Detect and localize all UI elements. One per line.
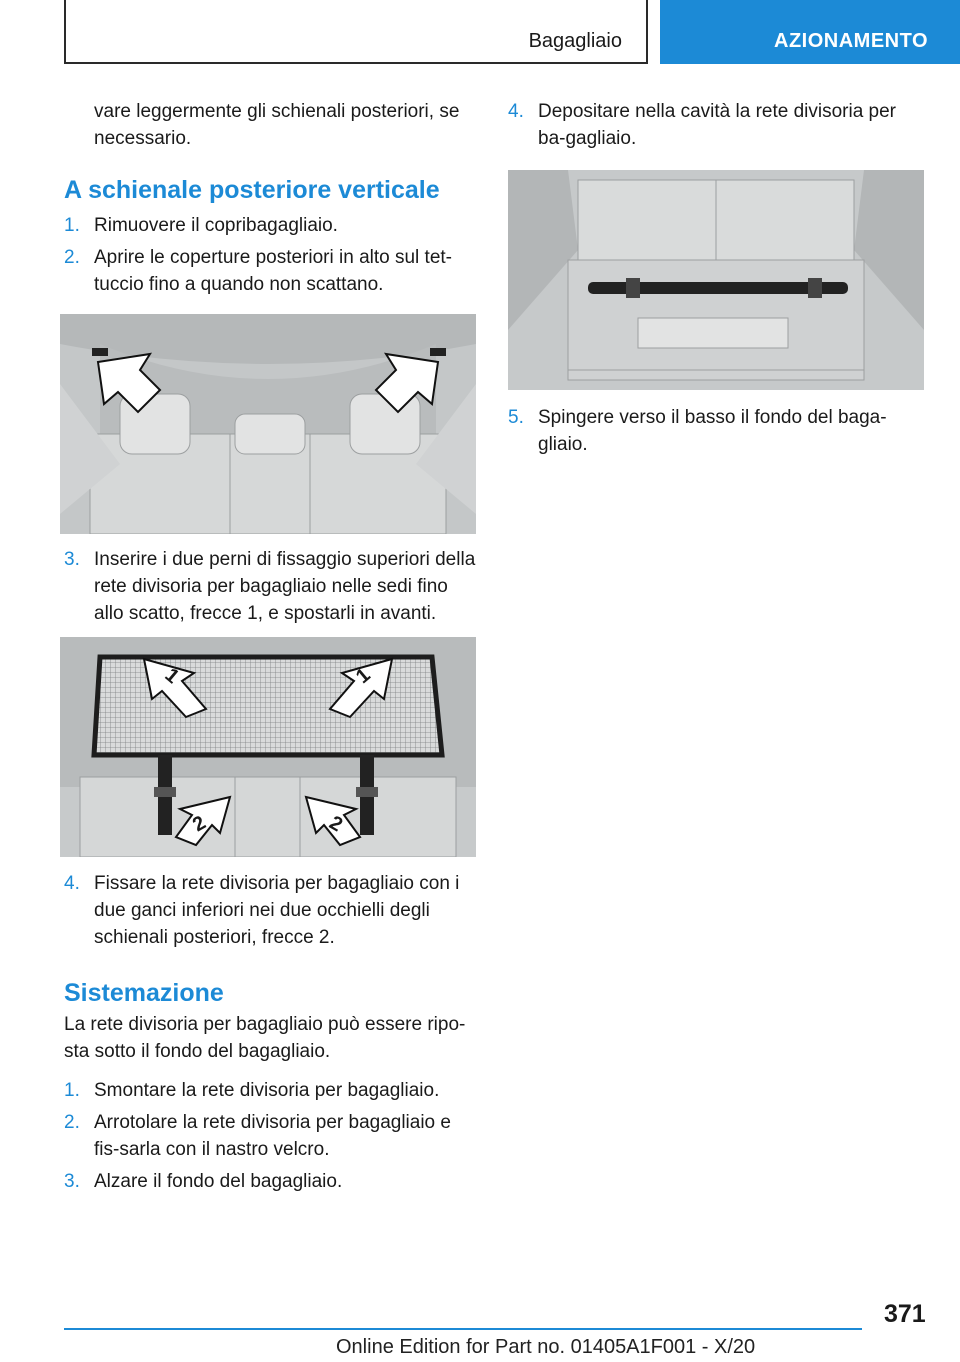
step-text: Depositare nella cavità la rete divisoria per ba-gagliaio. bbox=[538, 101, 897, 149]
figure-open-covers bbox=[60, 314, 476, 534]
figure-net-install-illustration bbox=[60, 637, 476, 857]
arrow-label-2: 2 bbox=[325, 811, 347, 837]
step-text: Inserire i due perni di fissaggio superiori della rete divisoria per bagagliaio nelle sedi fino allo scatto, frecce 1, e spostarli in avanti. bbox=[94, 549, 476, 624]
header-section-box bbox=[64, 0, 648, 64]
arrow-label-1: 1 bbox=[351, 664, 375, 689]
step-text: Smontare la rete divisoria per bagagliaio. bbox=[94, 1080, 440, 1101]
footer-rule bbox=[64, 1328, 862, 1330]
storage-paragraph: La rete divisoria per bagagliaio può essere ripo-sta sotto il fondo del bagagliaio. bbox=[64, 1014, 466, 1062]
figure-net-cavity-illustration bbox=[508, 170, 924, 390]
list-item bbox=[64, 244, 476, 298]
step-number: 2. bbox=[64, 1112, 80, 1133]
header-section-title: Bagagliaio bbox=[528, 30, 622, 52]
step-number: 3. bbox=[64, 549, 80, 570]
header-chapter-label: AZIONAMENTO bbox=[774, 30, 929, 52]
step-text: Spingere verso il basso il fondo del baga-gliaio. bbox=[538, 407, 887, 455]
step-text: Rimuovere il copribagagliaio. bbox=[94, 215, 338, 236]
step-number: 4. bbox=[508, 101, 524, 122]
header-chapter-tab[interactable] bbox=[660, 0, 960, 64]
step-number: 2. bbox=[64, 247, 80, 268]
page-number: 371 bbox=[884, 1300, 926, 1328]
list-item bbox=[64, 870, 478, 951]
list-item bbox=[64, 1109, 478, 1163]
step-text: Alzare il fondo del bagagliaio. bbox=[94, 1171, 343, 1192]
section-heading-vertical: A schienale posteriore verticale bbox=[64, 176, 440, 204]
figure-net-cavity bbox=[508, 170, 924, 390]
figure-open-covers-illustration bbox=[60, 314, 476, 534]
left-step4-block bbox=[64, 870, 478, 1195]
list-item bbox=[64, 212, 476, 239]
arrow-label-2: 2 bbox=[188, 811, 210, 837]
list-item bbox=[64, 546, 478, 627]
list-item bbox=[508, 404, 926, 458]
step-number: 4. bbox=[64, 873, 80, 894]
section-heading-storage: Sistemazione bbox=[64, 979, 224, 1007]
list-item bbox=[64, 1168, 478, 1195]
arrow-label-1: 1 bbox=[160, 664, 184, 689]
left-column bbox=[64, 98, 476, 298]
step-number: 1. bbox=[64, 1080, 80, 1101]
figure-net-install bbox=[60, 637, 476, 857]
step-text: Fissare la rete divisoria per bagagliaio con i due ganci inferiori nei due occhielli degli schienali posteriori, frecce 2. bbox=[94, 873, 460, 948]
right-column bbox=[508, 98, 926, 152]
step-number: 1. bbox=[64, 215, 80, 236]
left-step3-block bbox=[64, 546, 478, 627]
step-number: 3. bbox=[64, 1171, 80, 1192]
list-item bbox=[64, 1077, 478, 1104]
intro-paragraph: vare leggermente gli schienali posteriori, se necessario. bbox=[94, 101, 460, 149]
step-text: Arrotolare la rete divisoria per bagagliaio e fis-sarla con il nastro velcro. bbox=[94, 1112, 451, 1160]
list-item bbox=[508, 98, 926, 152]
step-number: 5. bbox=[508, 407, 524, 428]
step-text: Aprire le coperture posteriori in alto sul tet-tuccio fino a quando non scattano. bbox=[94, 247, 452, 295]
footer-edition: Online Edition for Part no. 01405A1F001 - X/20 bbox=[336, 1336, 756, 1358]
right-step5-block bbox=[508, 404, 926, 458]
